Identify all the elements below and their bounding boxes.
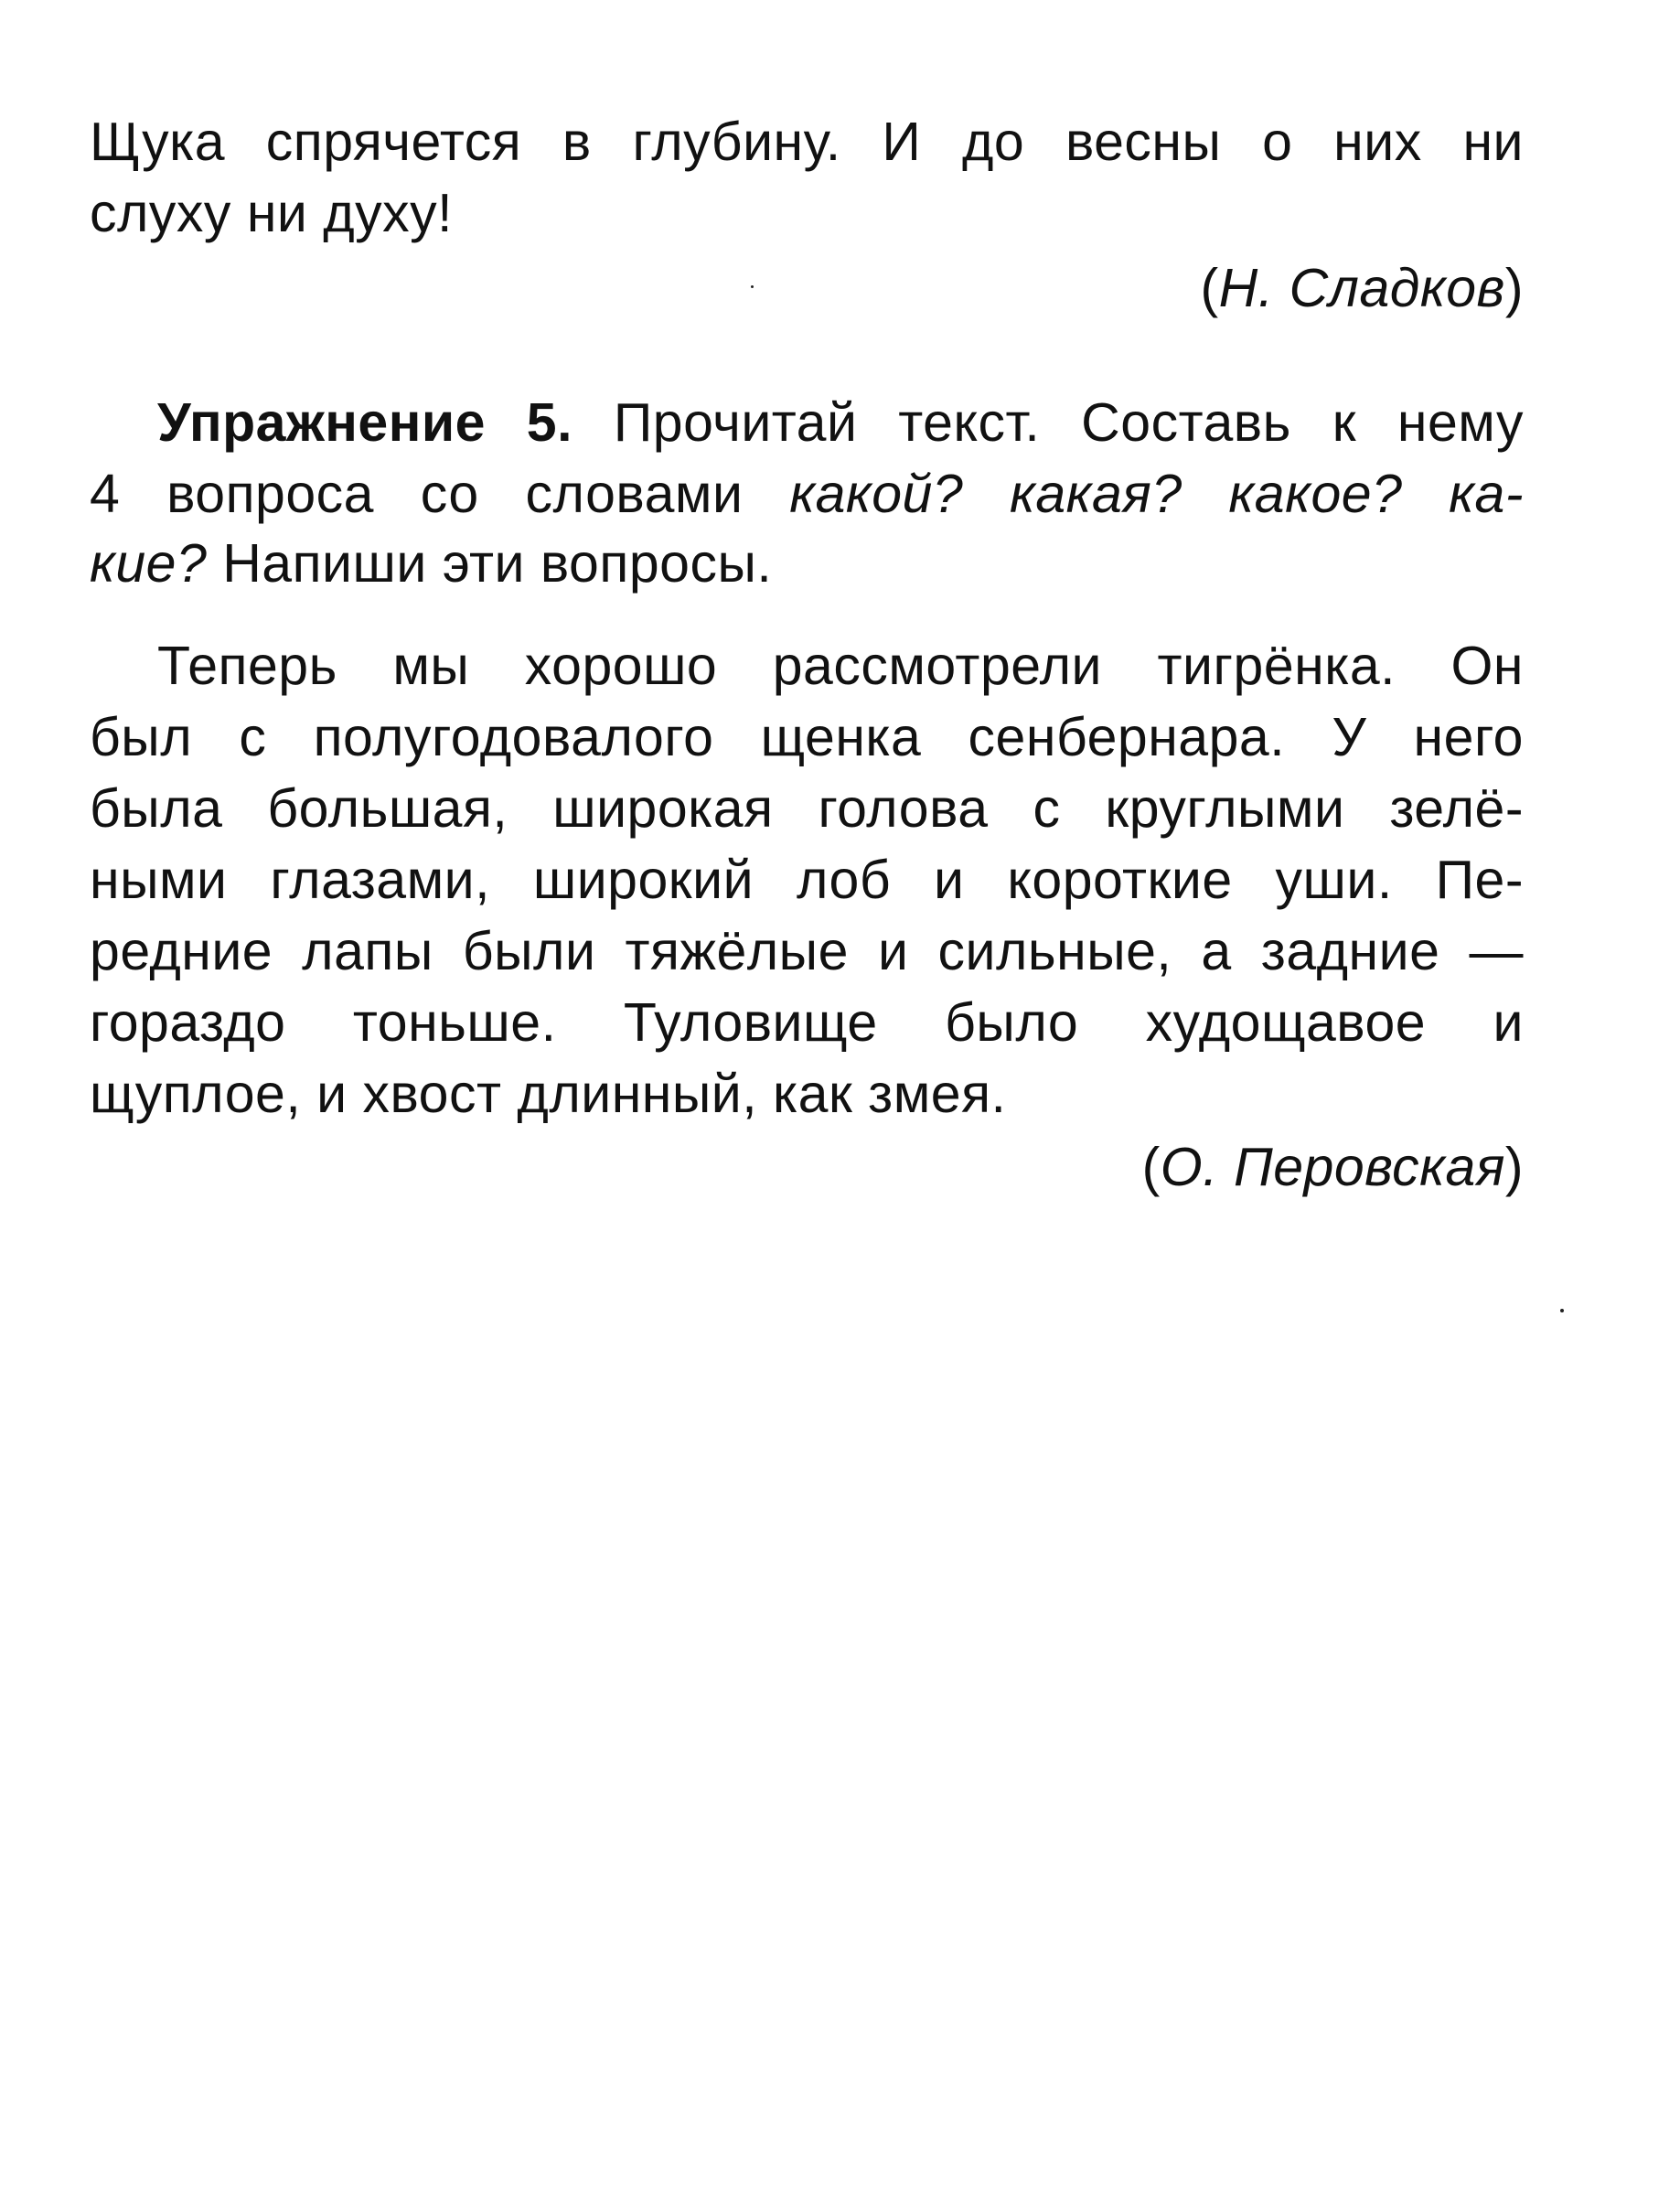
- exercise-label: Упражнение 5.: [157, 392, 573, 453]
- exercise-line-1: [157, 388, 1524, 457]
- attribution-close-paren: ): [1504, 258, 1524, 318]
- print-speck: [751, 285, 754, 288]
- exercise-instruction-3: Напиши эти вопросы.: [207, 533, 773, 594]
- exercise-instruction-1: Прочитай текст. Составь к нему: [572, 392, 1525, 453]
- passage1-line-2: слуху ни духу!: [90, 183, 454, 243]
- passage1-attribution: [90, 253, 1524, 323]
- exercise-line-2: [90, 459, 1524, 529]
- passage1-line-1: Щука спрячется в глубину. И до весны о них ни: [90, 112, 1524, 172]
- exercise-question-words: какой? какая? какое? ка-: [789, 464, 1524, 524]
- passage2-line-4: ными глазами, широкий лоб и короткие уши. Пе-: [90, 850, 1524, 910]
- passage2-line-6: гораздо тоньше. Туловище было худощавое и: [90, 992, 1524, 1053]
- attribution-close-paren: ): [1504, 1137, 1524, 1197]
- passage2-line-7: щуплое, и хвост длинный, как змея.: [90, 1064, 1007, 1124]
- passage2-line-5: редние лапы были тяжёлые и сильные, а задние —: [90, 921, 1524, 981]
- print-speck: [1560, 1309, 1564, 1312]
- attribution-open-paren: (: [1200, 258, 1219, 318]
- exercise-question-words-end: кие?: [90, 533, 208, 594]
- passage2-line-2: был с полугодовалого щенка сенбернара. У него: [90, 707, 1524, 767]
- exercise-line-3: [90, 529, 1524, 598]
- passage2-attribution: [90, 1132, 1524, 1202]
- exercise-instruction-2: 4 вопроса со словами: [90, 464, 790, 524]
- passage2-line-1: Теперь мы хорошо рассмотрели тигрёнка. Он: [157, 636, 1524, 696]
- attribution-author: О. Перовская: [1160, 1137, 1505, 1197]
- attribution-open-paren: (: [1141, 1137, 1161, 1197]
- attribution-author: Н. Сладков: [1218, 258, 1505, 318]
- passage2-line-3: была большая, широкая голова с круглыми зелё-: [90, 778, 1524, 839]
